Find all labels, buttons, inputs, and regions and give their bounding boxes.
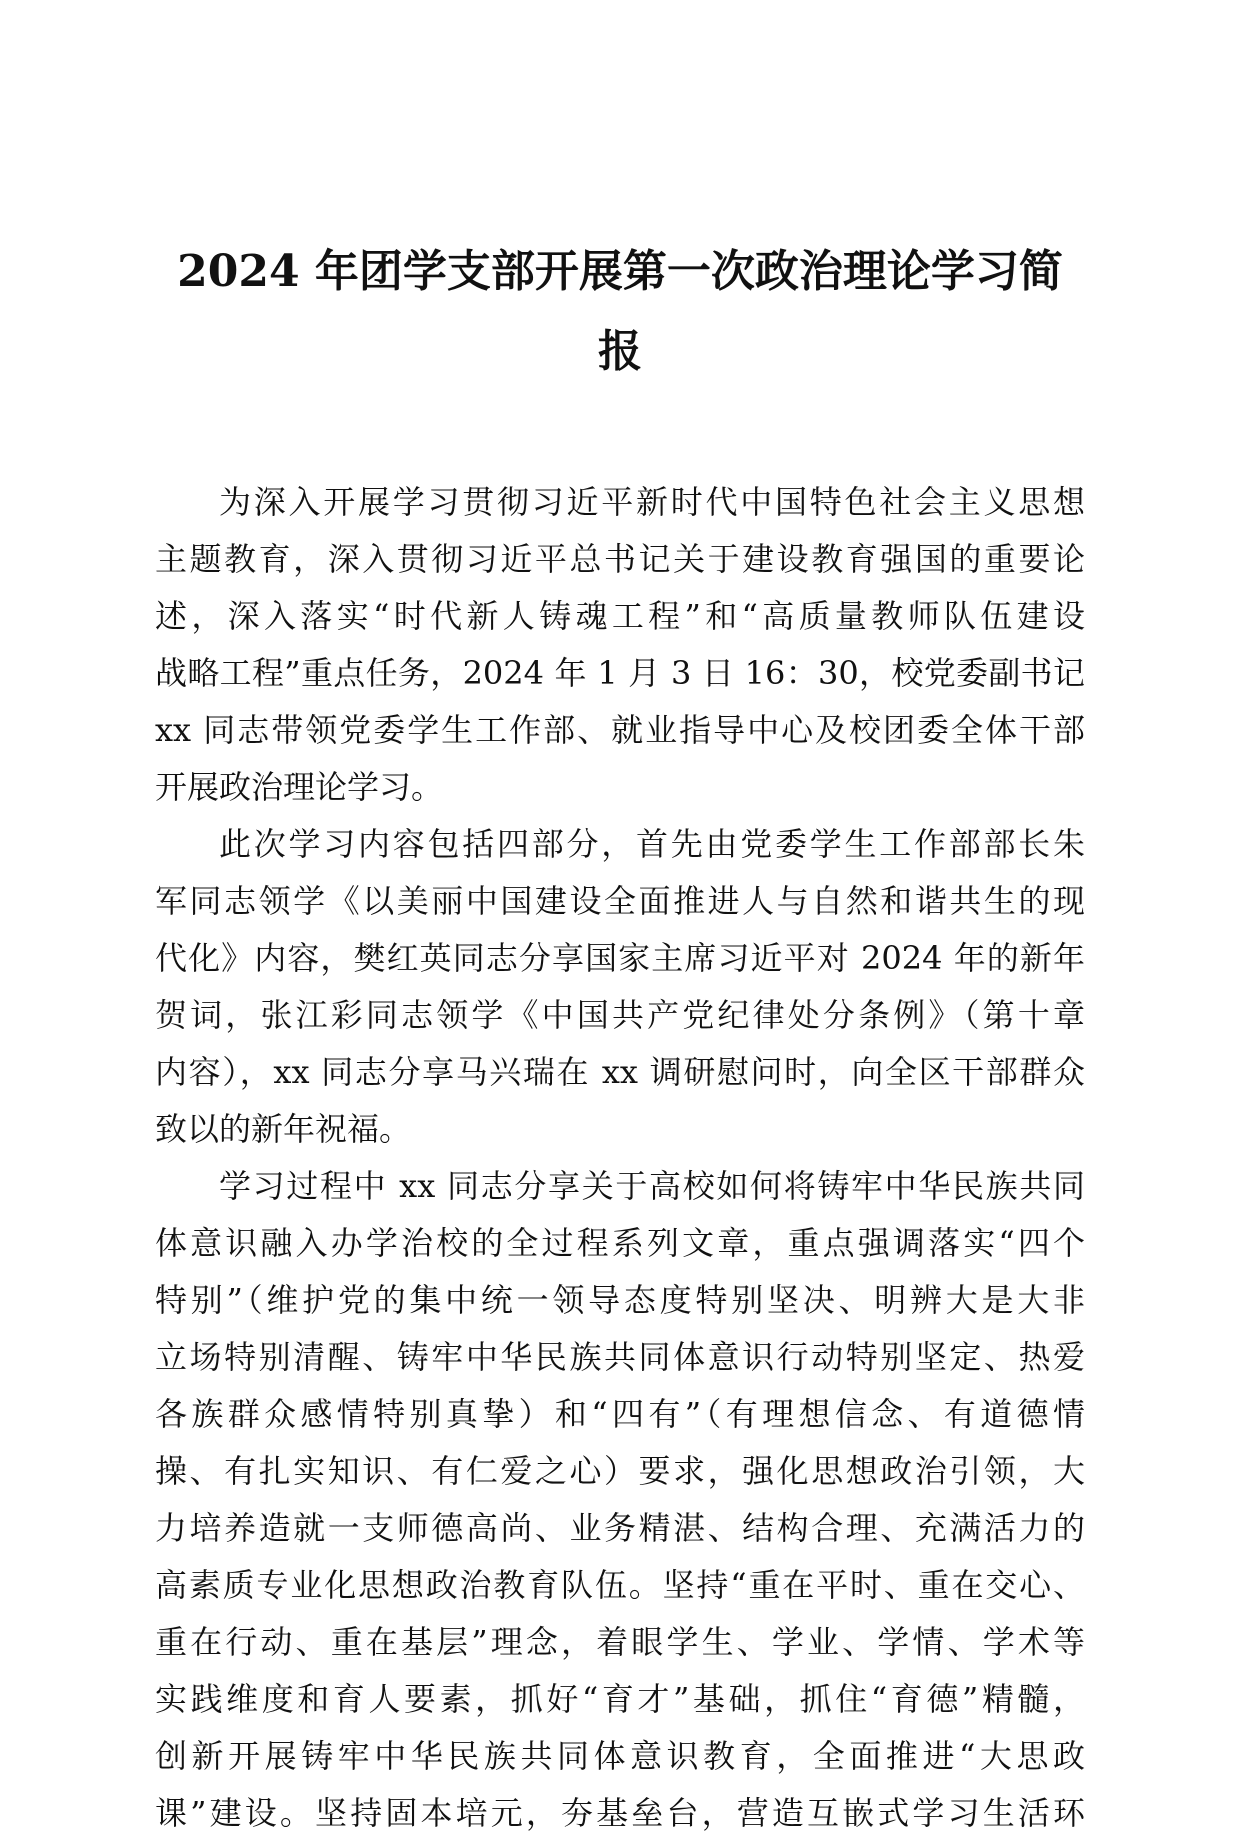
paragraph-line: 致以的新年祝福。	[155, 1110, 412, 1148]
title-line: 报	[598, 326, 642, 377]
paragraph-line: 学习过程中 xx 同志分享关于高校如何将铸牢中华民族共同	[219, 1167, 1085, 1205]
paragraph-line: 军同志领学《以美丽中国建设全面推进人与自然和谐共生的现	[155, 882, 1085, 920]
paragraph-line: 实践维度和育人要素，抓好“育才”基础，抓住“育德”精髓，	[155, 1680, 1085, 1718]
paragraph-line: 各族群众感情特别真挚）和“四有”（有理想信念、有道德情	[155, 1395, 1085, 1433]
document-title	[0, 232, 1240, 392]
document-body	[155, 474, 1085, 1842]
paragraph-line: xx 同志带领党委学生工作部、就业指导中心及校团委全体干部	[155, 711, 1085, 749]
paragraph-line: 此次学习内容包括四部分，首先由党委学生工作部部长朱	[219, 825, 1085, 863]
title-line: 2024 年团学支部开展第一次政治理论学习简	[177, 246, 1063, 297]
paragraph-line: 代化》内容，樊红英同志分享国家主席习近平对 2024 年的新年	[155, 939, 1085, 977]
paragraph-line: 体意识融入办学治校的全过程系列文章，重点强调落实“四个	[155, 1224, 1085, 1262]
paragraph-line: 操、有扎实知识、有仁爱之心）要求，强化思想政治引领，大	[155, 1452, 1085, 1490]
paragraph-line: 为深入开展学习贯彻习近平新时代中国特色社会主义思想	[219, 483, 1085, 521]
paragraph	[155, 816, 1085, 1158]
paragraph-line: 创新开展铸牢中华民族共同体意识教育，全面推进“大思政	[155, 1737, 1085, 1775]
paragraph-line: 重在行动、重在基层”理念，着眼学生、学业、学情、学术等	[155, 1623, 1085, 1661]
paragraph-line: 开展政治理论学习。	[155, 768, 444, 806]
paragraph-line: 主题教育，深入贯彻习近平总书记关于建设教育强国的重要论	[155, 540, 1085, 578]
paragraph-line: 述，深入落实“时代新人铸魂工程”和“高质量教师队伍建设	[155, 597, 1085, 635]
paragraph-line: 立场特别清醒、铸牢中华民族共同体意识行动特别坚定、热爱	[155, 1338, 1085, 1376]
paragraph-line: 特别”（维护党的集中统一领导态度特别坚决、明辨大是大非	[155, 1281, 1085, 1319]
paragraph-line: 内容），xx 同志分享马兴瑞在 xx 调研慰问时，向全区干部群众	[155, 1053, 1085, 1091]
paragraph-line: 战略工程”重点任务，2024 年 1 月 3 日 16：30，校党委副书记	[155, 654, 1085, 692]
paragraph-line: 高素质专业化思想政治教育队伍。坚持“重在平时、重在交心、	[155, 1566, 1085, 1604]
paragraph	[155, 1158, 1085, 1842]
paragraph-line: 课”建设。坚持固本培元，夯基垒台，营造互嵌式学习生活环	[155, 1794, 1085, 1832]
paragraph-line: 力培养造就一支师德高尚、业务精湛、结构合理、充满活力的	[155, 1509, 1085, 1547]
paragraph	[155, 474, 1085, 816]
paragraph-line: 贺词，张江彩同志领学《中国共产党纪律处分条例》（第十章	[155, 996, 1085, 1034]
